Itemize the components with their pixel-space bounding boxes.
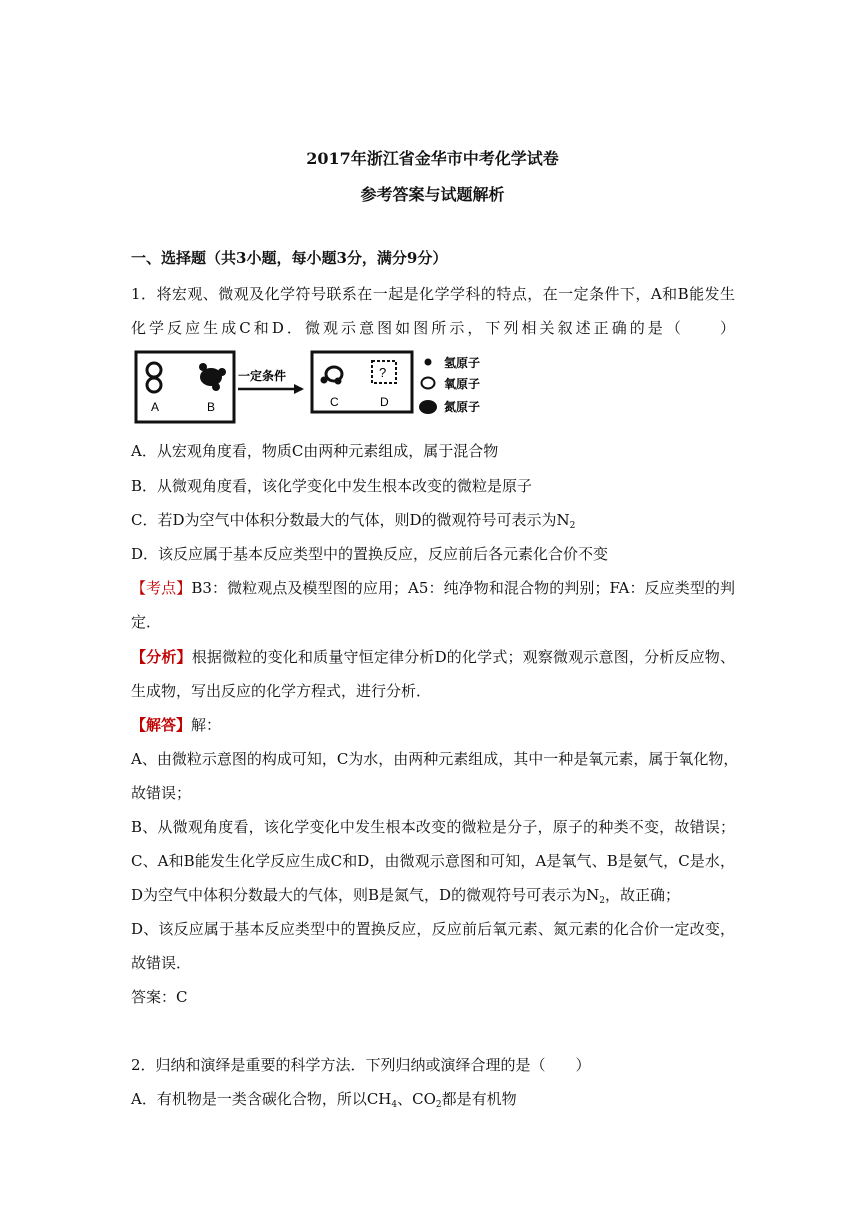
solution-d-line2: 故错误． bbox=[131, 954, 192, 972]
solution-a-line2: 故错误； bbox=[131, 784, 192, 802]
oxygen-atom-icon bbox=[422, 378, 435, 389]
molecule-b-icon bbox=[199, 363, 226, 391]
nitrogen-atom-icon bbox=[419, 400, 437, 414]
kaodian-line2: 定． bbox=[131, 613, 162, 631]
molecule-c-icon bbox=[321, 367, 343, 385]
label-d: D bbox=[380, 395, 389, 409]
fenxi-label: 【分析】 bbox=[131, 648, 192, 666]
legend-nitrogen: 氮原子 bbox=[444, 400, 481, 414]
section-heading: 一、选择题（共3小题，每小题3分，满分9分） bbox=[131, 249, 448, 267]
document-subtitle: 参考答案与试题解析 bbox=[360, 185, 505, 204]
label-b: B bbox=[207, 400, 216, 414]
q1-option-a: A．从宏观角度看，物质C由两种元素组成，属于混合物 bbox=[131, 442, 499, 460]
arrow-condition-text: 一定条件 bbox=[238, 369, 287, 383]
solution-b: B、从微观角度看，该化学变化中发生根本改变的微粒是分子，原子的种类不变，故错误； bbox=[131, 818, 735, 836]
fenxi-line1: 【分析】根据微粒的变化和质量守恒定律分析D的化学式；观察微观示意图，分析反应物、 bbox=[131, 648, 735, 666]
jieda-label: 【解答】 bbox=[131, 716, 192, 734]
q1-stem-line2: 化学反应生成C和D．微观示意图如图所示，下列相关叙述正确的是（ ） bbox=[131, 319, 735, 337]
q1-stem-line1: 1．将宏观、微观及化学符号联系在一起是化学学科的特点，在一定条件下，A和B能发生 bbox=[131, 285, 735, 303]
unknown-symbol: ? bbox=[379, 365, 387, 380]
legend-hydrogen: 氢原子 bbox=[444, 356, 481, 370]
solution-d-line1: D、该反应属于基本反应类型中的置换反应，反应前后氧元素、氮元素的化合价一定改变， bbox=[131, 920, 735, 938]
q1-answer: 答案：C bbox=[131, 988, 188, 1006]
reaction-arrow-icon bbox=[294, 384, 304, 394]
q2-option-a: A．有机物是一类含碳化合物，所以$CH_4$、$CO_2$都是有机物 bbox=[131, 1090, 517, 1110]
label-a: A bbox=[151, 400, 160, 414]
solution-c-line2: D为空气中体积分数最大的气体，则B是氮气，D的微观符号可表示为$N_2$，故正确； bbox=[131, 886, 680, 906]
solution-c-line1: C、A和B能发生化学反应生成C和D，由微观示意图和可知，A是氧气、B是氨气，C是水， bbox=[131, 852, 735, 870]
jieda-line: 【解答】解： bbox=[131, 716, 222, 734]
reaction-micro-diagram bbox=[134, 350, 502, 426]
q1-option-c: C．若D为空气中体积分数最大的气体，则D的微观符号可表示为$N_2$ bbox=[131, 511, 576, 531]
molecule-a-icon bbox=[147, 363, 161, 392]
kaodian-label: 【考点】 bbox=[131, 579, 192, 597]
kaodian-line1: 【考点】B3：微粒观点及模型图的应用；A5：纯净物和混合物的判别；FA：反应类型的判 bbox=[131, 579, 735, 597]
document-title: 2017年浙江省金华市中考化学试卷 bbox=[306, 149, 559, 168]
legend-oxygen: 氧原子 bbox=[444, 377, 481, 391]
q1-option-d: D．该反应属于基本反应类型中的置换反应，反应前后各元素化合价不变 bbox=[131, 545, 609, 563]
q1-option-b: B．从微观角度看，该化学变化中发生根本改变的微粒是原子 bbox=[131, 477, 533, 495]
label-c: C bbox=[330, 395, 339, 409]
solution-a-line1: A、由微粒示意图的构成可知，C为水，由两种元素组成，其中一种是氧元素，属于氧化物， bbox=[131, 750, 739, 768]
fenxi-line2: 生成物，写出反应的化学方程式，进行分析． bbox=[131, 682, 432, 700]
q2-stem: 2．归纳和演绎是重要的科学方法．下列归纳或演绎合理的是（ ） bbox=[131, 1056, 591, 1074]
hydrogen-atom-icon bbox=[425, 359, 432, 366]
